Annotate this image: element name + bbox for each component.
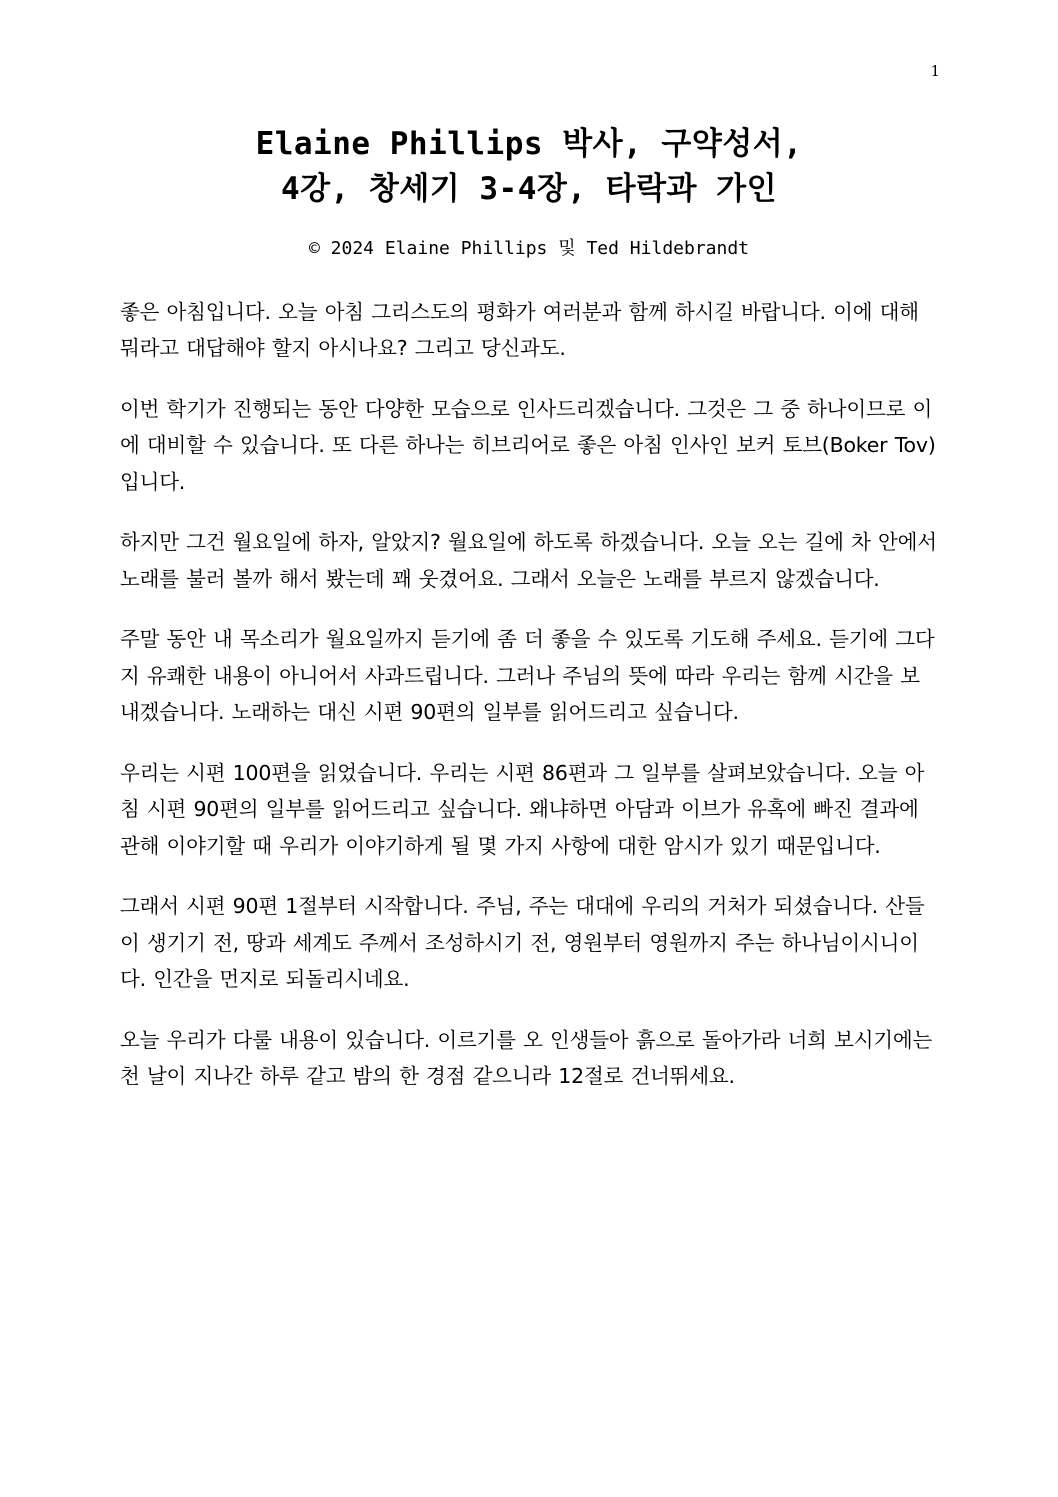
paragraph: 우리는 시편 100편을 읽었습니다. 우리는 시편 86편과 그 일부를 살펴보았습니다. 오늘 아침 시편 90편의 일부를 읽어드리고 싶습니다. 왜냐하면 아담과 이브가 유혹에 빠진 결과에 관해 이야기할 때 우리가 이야기하게 될 몇 가지 사항에 대한 암시가 있기 때문입니다. [120,760,925,858]
paragraph: 하지만 그건 월요일에 하자, 알았지? 월요일에 하도록 하겠습니다. 오늘 오는 길에 차 안에서 노래를 불러 볼까 해서 봤는데 꽤 웃겼어요. 그래서 오늘은 노래를 부르지 않겠습니다. [120,530,937,591]
paragraph: 주말 동안 내 목소리가 월요일까지 듣기에 좀 더 좋을 수 있도록 기도해 주세요. 듣기에 그다지 유쾌한 내용이 아니어서 사과드립니다. 그러나 주님의 뜻에 따라 우리는 함께 시간을 보내겠습니다. 노래하는 대신 시편 90편의 일부를 읽어드리고 싶습니다. [120,627,935,725]
paragraph: 이번 학기가 진행되는 동안 다양한 모습으로 인사드리겠습니다. 그것은 그 중 하나이므로 이에 대비할 수 있습니다. 또 다른 하나는 히브리어로 좋은 아침 인사인 보커 토브(Boker Tov)입니다. [120,396,936,494]
paragraph: 그래서 시편 90편 1절부터 시작합니다. 주님, 주는 대대에 우리의 거처가 되셨습니다. 산들이 생기기 전, 땅과 세계도 주께서 조성하시기 전, 영원부터 영원까지 주는 하나님이시니이다. 인간을 먼지로 되돌리시네요. [120,894,925,992]
title-line-1: Elaine Phillips 박사, 구약성서, [255,126,803,162]
page-number: 1 [930,62,940,80]
page-title [120,122,938,212]
paragraph: 오늘 우리가 다룰 내용이 있습니다. 이르기를 오 인생들아 흙으로 돌아가라 너희 보시기에는 천 날이 지나간 하루 같고 밤의 한 경점 같으니라 12절로 건너뛰세요. [120,1027,933,1089]
paragraph: 좋은 아침입니다. 오늘 아침 그리스도의 평화가 여러분과 함께 하시길 바랍니다. 이에 대해 뭐라고 대답해야 할지 아시나요? 그리고 당신과도. [120,299,919,361]
copyright-line: © 2024 Elaine Phillips 및 Ted Hildebrandt [308,237,750,259]
title-line-2: 4강, 창세기 3-4장, 타락과 가인 [280,170,778,207]
body-text [120,294,938,1095]
